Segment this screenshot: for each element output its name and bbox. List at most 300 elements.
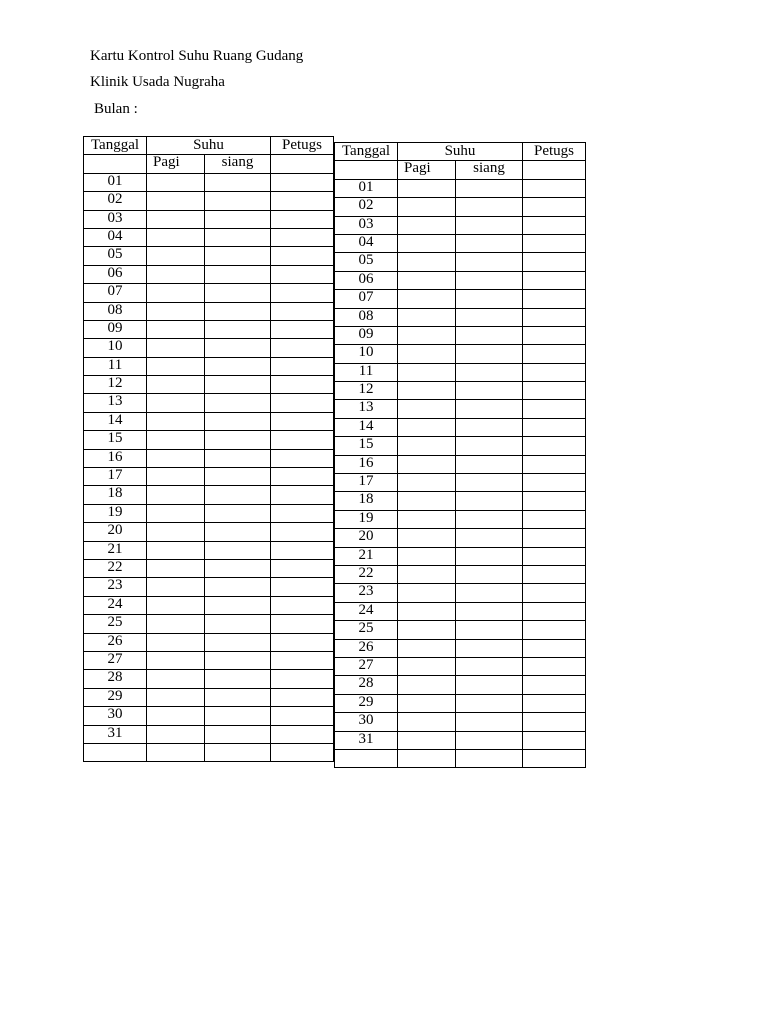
petugas-cell[interactable] bbox=[271, 725, 334, 743]
pagi-cell[interactable] bbox=[147, 284, 205, 302]
pagi-cell[interactable] bbox=[147, 320, 205, 338]
petugas-cell[interactable] bbox=[523, 713, 586, 731]
petugas-cell[interactable] bbox=[271, 688, 334, 706]
table-row bbox=[335, 510, 586, 528]
siang-cell[interactable] bbox=[205, 468, 271, 486]
date-cell: 07 bbox=[335, 290, 398, 308]
petugas-cell[interactable] bbox=[523, 492, 586, 510]
table-row bbox=[335, 474, 586, 492]
date-cell: 26 bbox=[335, 639, 398, 657]
date-cell: 30 bbox=[335, 713, 398, 731]
date-cell: 12 bbox=[335, 382, 398, 400]
table-row bbox=[335, 547, 586, 565]
petugas-cell[interactable] bbox=[271, 302, 334, 320]
pagi-cell[interactable] bbox=[147, 210, 205, 228]
table-row bbox=[84, 615, 334, 633]
date-cell: 28 bbox=[84, 670, 147, 688]
siang-cell[interactable] bbox=[205, 670, 271, 688]
subheader-blank bbox=[335, 161, 398, 179]
date-cell: 11 bbox=[84, 357, 147, 375]
date-cell: 27 bbox=[84, 651, 147, 669]
petugas-cell[interactable] bbox=[271, 486, 334, 504]
date-cell: 26 bbox=[84, 633, 147, 651]
pagi-cell[interactable] bbox=[398, 731, 456, 749]
pagi-cell[interactable] bbox=[398, 345, 456, 363]
pagi-cell[interactable] bbox=[147, 578, 205, 596]
siang-cell[interactable] bbox=[205, 431, 271, 449]
pagi-cell[interactable] bbox=[398, 308, 456, 326]
header-siang: siang bbox=[456, 161, 523, 179]
table-row bbox=[84, 431, 334, 449]
siang-cell[interactable] bbox=[456, 694, 523, 712]
siang-cell[interactable] bbox=[205, 320, 271, 338]
pagi-cell[interactable] bbox=[398, 492, 456, 510]
pagi-cell[interactable] bbox=[398, 179, 456, 197]
pagi-cell[interactable] bbox=[398, 639, 456, 657]
petugas-cell[interactable] bbox=[271, 320, 334, 338]
table-row bbox=[84, 633, 334, 651]
table-row bbox=[335, 713, 586, 731]
petugas-cell[interactable] bbox=[271, 670, 334, 688]
siang-cell[interactable] bbox=[456, 731, 523, 749]
table-row bbox=[84, 725, 334, 743]
siang-cell[interactable] bbox=[205, 725, 271, 743]
siang-cell[interactable] bbox=[456, 345, 523, 363]
table-row bbox=[84, 173, 334, 191]
petugas-cell[interactable] bbox=[523, 565, 586, 583]
petugas-cell[interactable] bbox=[271, 449, 334, 467]
petugas-cell[interactable] bbox=[523, 198, 586, 216]
pagi-cell[interactable] bbox=[398, 602, 456, 620]
petugas-cell[interactable] bbox=[523, 639, 586, 657]
header-pagi: Pagi bbox=[147, 155, 205, 173]
pagi-cell[interactable] bbox=[398, 455, 456, 473]
pagi-cell[interactable] bbox=[147, 707, 205, 725]
header-petugas: Petugs bbox=[271, 137, 334, 155]
siang-cell[interactable] bbox=[205, 449, 271, 467]
petugas-cell[interactable] bbox=[523, 234, 586, 252]
header-suhu: Suhu bbox=[398, 143, 523, 161]
siang-cell[interactable] bbox=[205, 633, 271, 651]
siang-cell[interactable] bbox=[205, 228, 271, 246]
date-cell: 18 bbox=[84, 486, 147, 504]
siang-cell[interactable] bbox=[456, 657, 523, 675]
petugas-cell[interactable] bbox=[271, 394, 334, 412]
petugas-cell[interactable] bbox=[523, 731, 586, 749]
siang-cell[interactable] bbox=[205, 578, 271, 596]
table-row bbox=[335, 400, 586, 418]
petugas-cell[interactable] bbox=[271, 339, 334, 357]
petugas-cell[interactable] bbox=[523, 308, 586, 326]
petugas-cell[interactable] bbox=[523, 621, 586, 639]
table-row bbox=[84, 339, 334, 357]
table-row bbox=[335, 326, 586, 344]
petugas-cell[interactable] bbox=[271, 504, 334, 522]
pagi-cell[interactable] bbox=[398, 657, 456, 675]
siang-cell[interactable] bbox=[205, 504, 271, 522]
pagi-cell[interactable] bbox=[398, 290, 456, 308]
petugas-cell[interactable] bbox=[523, 602, 586, 620]
table-row bbox=[84, 357, 334, 375]
table-row bbox=[84, 412, 334, 430]
date-cell: 04 bbox=[335, 234, 398, 252]
table-row bbox=[335, 602, 586, 620]
siang-cell[interactable] bbox=[205, 743, 271, 761]
table-row bbox=[335, 216, 586, 234]
siang-cell[interactable] bbox=[205, 559, 271, 577]
table-row bbox=[335, 198, 586, 216]
header-petugas: Petugs bbox=[523, 143, 586, 161]
siang-cell[interactable] bbox=[456, 363, 523, 381]
table-row bbox=[84, 541, 334, 559]
date-cell: 09 bbox=[84, 320, 147, 338]
siang-cell[interactable] bbox=[205, 394, 271, 412]
header-row bbox=[84, 137, 334, 155]
table-row bbox=[335, 676, 586, 694]
petugas-cell[interactable] bbox=[523, 345, 586, 363]
siang-cell[interactable] bbox=[456, 602, 523, 620]
table-row bbox=[84, 265, 334, 283]
petugas-cell[interactable] bbox=[271, 284, 334, 302]
pagi-cell[interactable] bbox=[147, 559, 205, 577]
date-cell: 30 bbox=[84, 707, 147, 725]
pagi-cell[interactable] bbox=[147, 633, 205, 651]
petugas-cell[interactable] bbox=[271, 743, 334, 761]
pagi-cell[interactable] bbox=[398, 584, 456, 602]
pagi-cell[interactable] bbox=[147, 468, 205, 486]
table-row bbox=[84, 228, 334, 246]
pagi-cell[interactable] bbox=[147, 743, 205, 761]
siang-cell[interactable] bbox=[456, 308, 523, 326]
petugas-cell[interactable] bbox=[523, 474, 586, 492]
month-label: Bulan : bbox=[94, 101, 138, 117]
pagi-cell[interactable] bbox=[398, 510, 456, 528]
petugas-cell[interactable] bbox=[271, 559, 334, 577]
date-cell: 22 bbox=[335, 565, 398, 583]
date-cell: 13 bbox=[84, 394, 147, 412]
date-cell: 29 bbox=[335, 694, 398, 712]
petugas-cell[interactable] bbox=[271, 651, 334, 669]
siang-cell[interactable] bbox=[456, 253, 523, 271]
document-title: Kartu Kontrol Suhu Ruang Gudang bbox=[90, 48, 304, 64]
table-row bbox=[84, 651, 334, 669]
siang-cell[interactable] bbox=[205, 210, 271, 228]
header-tanggal: Tanggal bbox=[335, 143, 398, 161]
pagi-cell[interactable] bbox=[398, 713, 456, 731]
pagi-cell[interactable] bbox=[398, 437, 456, 455]
siang-cell[interactable] bbox=[456, 492, 523, 510]
petugas-cell[interactable] bbox=[523, 418, 586, 436]
table-row bbox=[84, 320, 334, 338]
table-row bbox=[84, 192, 334, 210]
pagi-cell[interactable] bbox=[147, 247, 205, 265]
siang-cell[interactable] bbox=[456, 565, 523, 583]
siang-cell[interactable] bbox=[456, 400, 523, 418]
pagi-cell[interactable] bbox=[398, 253, 456, 271]
pagi-cell[interactable] bbox=[398, 547, 456, 565]
pagi-cell[interactable] bbox=[147, 302, 205, 320]
table-row bbox=[335, 639, 586, 657]
petugas-cell[interactable] bbox=[271, 192, 334, 210]
date-cell: 07 bbox=[84, 284, 147, 302]
table-row bbox=[335, 382, 586, 400]
siang-cell[interactable] bbox=[456, 529, 523, 547]
pagi-cell[interactable] bbox=[398, 694, 456, 712]
siang-cell[interactable] bbox=[205, 651, 271, 669]
pagi-cell[interactable] bbox=[147, 725, 205, 743]
siang-cell[interactable] bbox=[456, 749, 523, 767]
pagi-cell[interactable] bbox=[147, 394, 205, 412]
date-cell: 20 bbox=[335, 529, 398, 547]
siang-cell[interactable] bbox=[205, 247, 271, 265]
siang-cell[interactable] bbox=[456, 234, 523, 252]
siang-cell[interactable] bbox=[456, 382, 523, 400]
header-pagi: Pagi bbox=[398, 161, 456, 179]
table-row bbox=[335, 621, 586, 639]
pagi-cell[interactable] bbox=[147, 173, 205, 191]
petugas-cell[interactable] bbox=[271, 596, 334, 614]
petugas-cell[interactable] bbox=[523, 584, 586, 602]
date-cell: 06 bbox=[335, 271, 398, 289]
table-row bbox=[335, 345, 586, 363]
pagi-cell[interactable] bbox=[398, 198, 456, 216]
pagi-cell[interactable] bbox=[147, 523, 205, 541]
petugas-cell[interactable] bbox=[271, 265, 334, 283]
date-cell: 23 bbox=[335, 584, 398, 602]
siang-cell[interactable] bbox=[456, 179, 523, 197]
pagi-cell[interactable] bbox=[398, 216, 456, 234]
petugas-cell[interactable] bbox=[271, 578, 334, 596]
pagi-cell[interactable] bbox=[147, 431, 205, 449]
siang-cell[interactable] bbox=[456, 455, 523, 473]
petugas-cell[interactable] bbox=[271, 247, 334, 265]
date-cell: 24 bbox=[84, 596, 147, 614]
petugas-cell[interactable] bbox=[271, 210, 334, 228]
petugas-cell[interactable] bbox=[271, 357, 334, 375]
date-cell: 11 bbox=[335, 363, 398, 381]
table-row bbox=[335, 418, 586, 436]
pagi-cell[interactable] bbox=[398, 234, 456, 252]
siang-cell[interactable] bbox=[205, 302, 271, 320]
date-cell: 31 bbox=[84, 725, 147, 743]
siang-cell[interactable] bbox=[456, 216, 523, 234]
siang-cell[interactable] bbox=[205, 192, 271, 210]
siang-cell[interactable] bbox=[456, 437, 523, 455]
date-cell: 21 bbox=[84, 541, 147, 559]
petugas-cell[interactable] bbox=[523, 179, 586, 197]
siang-cell[interactable] bbox=[456, 474, 523, 492]
petugas-cell[interactable] bbox=[523, 529, 586, 547]
pagi-cell[interactable] bbox=[147, 651, 205, 669]
siang-cell[interactable] bbox=[205, 339, 271, 357]
pagi-cell[interactable] bbox=[398, 474, 456, 492]
table-row bbox=[335, 492, 586, 510]
pagi-cell[interactable] bbox=[398, 749, 456, 767]
header-row bbox=[335, 143, 586, 161]
date-cell: 12 bbox=[84, 376, 147, 394]
date-cell: 15 bbox=[335, 437, 398, 455]
pagi-cell[interactable] bbox=[147, 688, 205, 706]
pagi-cell[interactable] bbox=[398, 418, 456, 436]
table-row bbox=[84, 559, 334, 577]
pagi-cell[interactable] bbox=[398, 621, 456, 639]
siang-cell[interactable] bbox=[456, 676, 523, 694]
date-cell: 01 bbox=[335, 179, 398, 197]
pagi-cell[interactable] bbox=[398, 565, 456, 583]
pagi-cell[interactable] bbox=[147, 357, 205, 375]
header-tanggal: Tanggal bbox=[84, 137, 147, 155]
date-cell: 10 bbox=[84, 339, 147, 357]
pagi-cell[interactable] bbox=[398, 676, 456, 694]
siang-cell[interactable] bbox=[205, 265, 271, 283]
petugas-cell[interactable] bbox=[523, 382, 586, 400]
table-row bbox=[84, 302, 334, 320]
siang-cell[interactable] bbox=[456, 621, 523, 639]
table-row bbox=[335, 234, 586, 252]
date-cell bbox=[335, 749, 398, 767]
siang-cell[interactable] bbox=[205, 541, 271, 559]
petugas-cell[interactable] bbox=[271, 376, 334, 394]
siang-cell[interactable] bbox=[205, 412, 271, 430]
petugas-cell[interactable] bbox=[523, 216, 586, 234]
siang-cell[interactable] bbox=[205, 596, 271, 614]
date-cell: 21 bbox=[335, 547, 398, 565]
table-row bbox=[335, 565, 586, 583]
table-row bbox=[84, 468, 334, 486]
petugas-cell[interactable] bbox=[271, 173, 334, 191]
date-cell: 29 bbox=[84, 688, 147, 706]
siang-cell[interactable] bbox=[456, 418, 523, 436]
date-cell: 03 bbox=[335, 216, 398, 234]
pagi-cell[interactable] bbox=[147, 670, 205, 688]
date-cell: 06 bbox=[84, 265, 147, 283]
table-row bbox=[84, 504, 334, 522]
pagi-cell[interactable] bbox=[147, 265, 205, 283]
pagi-cell[interactable] bbox=[147, 339, 205, 357]
date-cell: 02 bbox=[335, 198, 398, 216]
pagi-cell[interactable] bbox=[398, 529, 456, 547]
pagi-cell[interactable] bbox=[398, 326, 456, 344]
petugas-cell[interactable] bbox=[523, 326, 586, 344]
subheader-blank bbox=[523, 161, 586, 179]
table-row bbox=[335, 657, 586, 675]
petugas-cell[interactable] bbox=[523, 694, 586, 712]
siang-cell[interactable] bbox=[205, 284, 271, 302]
table-row bbox=[84, 596, 334, 614]
date-cell bbox=[84, 743, 147, 761]
date-cell: 05 bbox=[335, 253, 398, 271]
pagi-cell[interactable] bbox=[398, 271, 456, 289]
date-cell: 27 bbox=[335, 657, 398, 675]
date-cell: 08 bbox=[84, 302, 147, 320]
petugas-cell[interactable] bbox=[271, 707, 334, 725]
petugas-cell[interactable] bbox=[523, 510, 586, 528]
siang-cell[interactable] bbox=[456, 547, 523, 565]
table-row bbox=[84, 394, 334, 412]
clinic-name: Klinik Usada Nugraha bbox=[90, 74, 225, 90]
pagi-cell[interactable] bbox=[147, 504, 205, 522]
siang-cell[interactable] bbox=[456, 639, 523, 657]
pagi-cell[interactable] bbox=[398, 363, 456, 381]
subheader-row bbox=[335, 161, 586, 179]
petugas-cell[interactable] bbox=[523, 253, 586, 271]
table-row bbox=[335, 731, 586, 749]
pagi-cell[interactable] bbox=[147, 486, 205, 504]
petugas-cell[interactable] bbox=[523, 676, 586, 694]
siang-cell[interactable] bbox=[456, 584, 523, 602]
petugas-cell[interactable] bbox=[271, 541, 334, 559]
petugas-cell[interactable] bbox=[271, 468, 334, 486]
siang-cell[interactable] bbox=[205, 486, 271, 504]
pagi-cell[interactable] bbox=[147, 541, 205, 559]
date-cell: 01 bbox=[84, 173, 147, 191]
table-row bbox=[84, 449, 334, 467]
pagi-cell[interactable] bbox=[147, 228, 205, 246]
siang-cell[interactable] bbox=[456, 510, 523, 528]
table-row bbox=[84, 376, 334, 394]
siang-cell[interactable] bbox=[205, 615, 271, 633]
date-cell: 16 bbox=[335, 455, 398, 473]
date-cell: 28 bbox=[335, 676, 398, 694]
pagi-cell[interactable] bbox=[147, 449, 205, 467]
petugas-cell[interactable] bbox=[523, 455, 586, 473]
table-row-empty bbox=[84, 743, 334, 761]
date-cell: 04 bbox=[84, 228, 147, 246]
table-row bbox=[335, 437, 586, 455]
petugas-cell[interactable] bbox=[523, 437, 586, 455]
pagi-cell[interactable] bbox=[147, 192, 205, 210]
pagi-cell[interactable] bbox=[147, 376, 205, 394]
petugas-cell[interactable] bbox=[523, 290, 586, 308]
pagi-cell[interactable] bbox=[398, 400, 456, 418]
petugas-cell[interactable] bbox=[271, 633, 334, 651]
table-row bbox=[84, 247, 334, 265]
petugas-cell[interactable] bbox=[271, 523, 334, 541]
siang-cell[interactable] bbox=[205, 523, 271, 541]
siang-cell[interactable] bbox=[205, 173, 271, 191]
siang-cell[interactable] bbox=[205, 376, 271, 394]
petugas-cell[interactable] bbox=[523, 400, 586, 418]
petugas-cell[interactable] bbox=[523, 749, 586, 767]
petugas-cell[interactable] bbox=[523, 271, 586, 289]
siang-cell[interactable] bbox=[456, 271, 523, 289]
table-row bbox=[335, 308, 586, 326]
siang-cell[interactable] bbox=[456, 713, 523, 731]
petugas-cell[interactable] bbox=[271, 615, 334, 633]
pagi-cell[interactable] bbox=[147, 596, 205, 614]
table-row bbox=[335, 363, 586, 381]
pagi-cell[interactable] bbox=[147, 412, 205, 430]
siang-cell[interactable] bbox=[456, 198, 523, 216]
petugas-cell[interactable] bbox=[271, 412, 334, 430]
petugas-cell[interactable] bbox=[523, 363, 586, 381]
siang-cell[interactable] bbox=[456, 326, 523, 344]
petugas-cell[interactable] bbox=[523, 547, 586, 565]
siang-cell[interactable] bbox=[456, 290, 523, 308]
date-cell: 19 bbox=[84, 504, 147, 522]
date-cell: 22 bbox=[84, 559, 147, 577]
petugas-cell[interactable] bbox=[271, 228, 334, 246]
petugas-cell[interactable] bbox=[523, 657, 586, 675]
siang-cell[interactable] bbox=[205, 688, 271, 706]
siang-cell[interactable] bbox=[205, 357, 271, 375]
table-row bbox=[335, 271, 586, 289]
table-row bbox=[335, 179, 586, 197]
petugas-cell[interactable] bbox=[271, 431, 334, 449]
siang-cell[interactable] bbox=[205, 707, 271, 725]
pagi-cell[interactable] bbox=[398, 382, 456, 400]
pagi-cell[interactable] bbox=[147, 615, 205, 633]
